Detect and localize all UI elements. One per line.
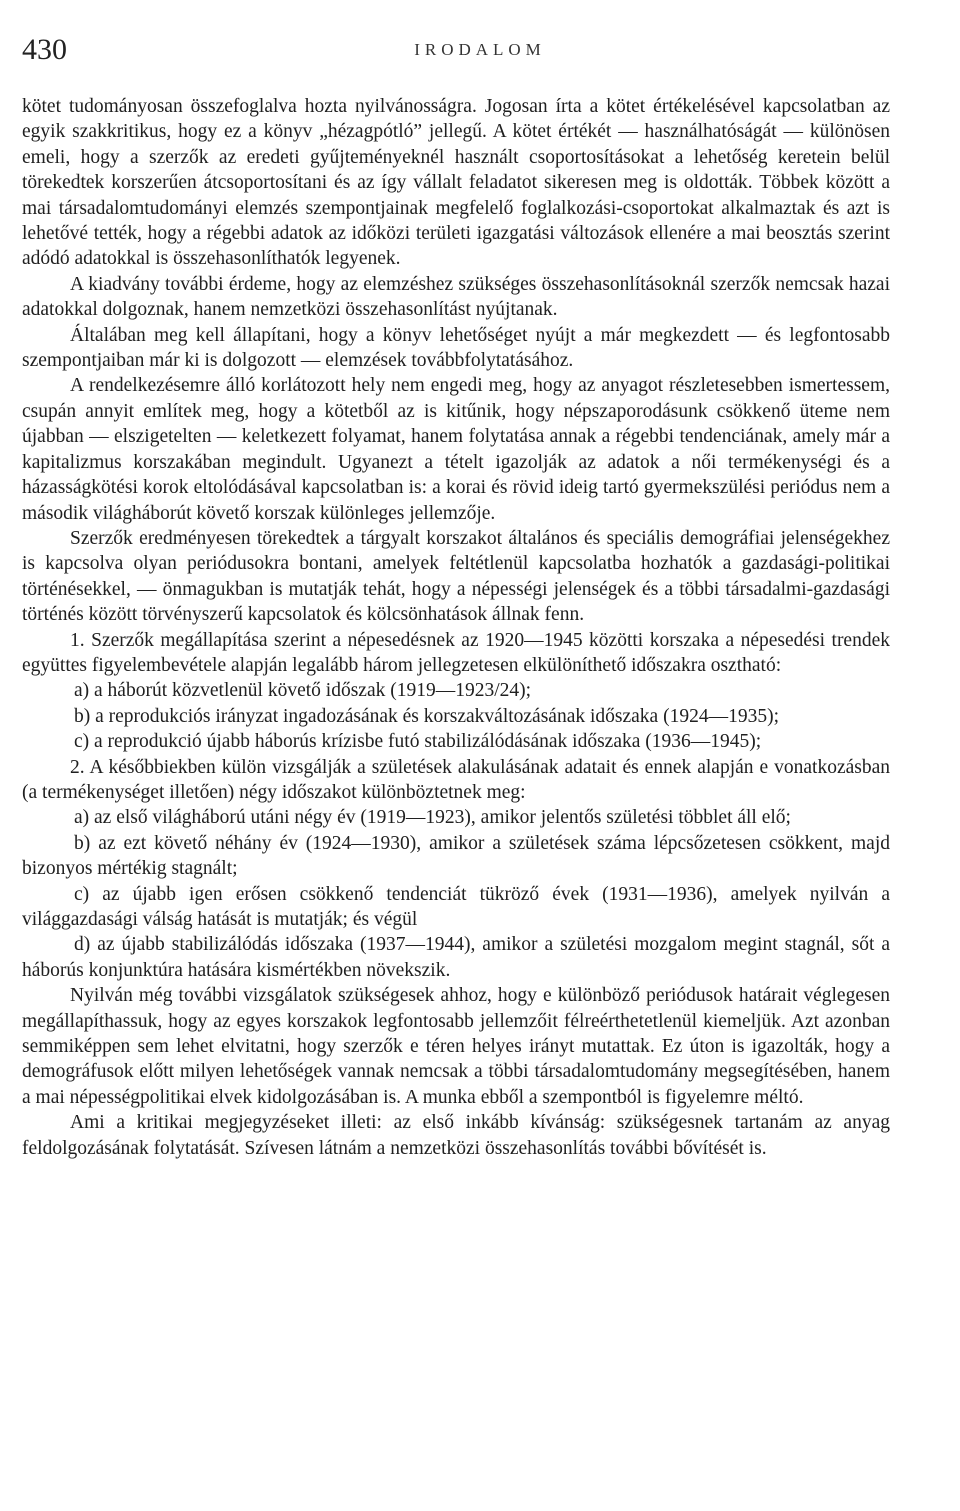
paragraph-5: Szerzők eredményesen törekedtek a tárgyalt korszakot általános és speciális demográfiai jelenségekhez is kapcsolva olyan periódusokra bontani, amelyek feltétlenül kapcsolatba hozhatók a gazdasági-politikai történésekkel, — önmagukban is mutatják tehát, hogy a népességi jelenségek és a többi társadalmi-gazdasági történés között törvényszerű kapcsolatok és kölcsönhatások állnak fenn. — [22, 527, 890, 626]
page-header — [22, 30, 938, 70]
page-number: 430 — [22, 33, 67, 66]
paragraph-6: Nyilván még további vizsgálatok szükségesek ahhoz, hogy e különböző periódusok határait véglegesen megállapíthassuk, hogy az egyes korszakok legfontosabb jellemzőit félreérthetetlenül kiemeljük. Azt azonban semmiképpen sem lehet elvitatni, hogy szerzők e téren helyes irányt mutattak. Ez úton is igazolták, hogy a demográfusok előtt milyen lehetőségek vannak nemcsak a többi társadalomtudomány megsegítésében, hanem a mai népességpolitikai elvek kidolgozásában is. A munka ebből a szempontból is figyelemre méltó. — [22, 985, 890, 1108]
list-item-1c: c) a reprodukció újabb háborús krízisbe futó stabilizálódásának időszaka (1936—1945); — [74, 731, 762, 753]
paragraph-4: A rendelkezésemre álló korlátozott hely nem engedi meg, hogy az anyagot részletesebben ismertessem, csupán annyit említek meg, hogy a kötetből az is kitűnik, hogy népszaporodásunk csökkenő üteme nem újabban — elszigetelten — keletkezett folyamat, hanem folytatása annak a régebbi tendenciának, amely már a kapitalizmus korszakában megindult. Ugyanezt a tételt igazolják az adatok a női termékenységi és a házasságkötési korok eltolódásával kapcsolatban is: a korai és rövid ideig tartó gyermekszülési periódus nem a második világháborút követő korszak különleges jellemzője. — [22, 375, 890, 524]
list-item-2c: c) az újabb igen erősen csökkenő tendenciát tükröző évek (1931—1936), amelyek nyilván a világgazdasági válság hatását is mutatják; és végül — [22, 883, 890, 930]
list-item-1a: a) a háborút közvetlenül követő időszak (1919—1923/24); — [74, 680, 532, 702]
paragraph-1: kötet tudományosan összefoglalva hozta nyilvánosságra. Jogosan írta a kötet értékelésével kapcsolatban az egyik szakkritikus, hogy ez a könyv „hézagpótló” jellegű. A kötet értékét — használhatóságát — különösen emeli, hogy a szerzők az eredeti gyűjteményeknél használt csoportosításokat a lehetőség keretein belül törekedtek korszerűen átcsoportosítani és az így vállalt feladatot sikeresen meg is oldották. Többek között a mai társadalomtudományi elemzés szempontjainak megfelelő foglalkozási-csoportokat alkalmaztak és azt is lehetővé tették, hogy a régebbi adatok az időközi területi igazgatási változások ellenére a mai beosztás szerint adódó adatokkal is összehasonlíthatók legyenek. — [22, 96, 890, 270]
paragraph-3: Általában meg kell állapítani, hogy a könyv lehetőséget nyújt a már megkezdett — és legfontosabb szempontjaiban már ki is dolgozott — elemzések továbbfolytatásához. — [22, 324, 890, 372]
numbered-point-2: 2. A későbbiekben külön vizsgálják a születések alakulásának adatait és ennek alapján e vonatkozásban (a termékenységet illetően) négy időszakot különböztetnek meg: — [22, 756, 890, 803]
paragraph-2: A kiadvány további érdeme, hogy az elemzéshez szükséges összehasonlításoknál szerzők nemcsak hazai adatokkal dolgoznak, hanem nemzetközi összehasonlítást nyújtanak. — [22, 273, 890, 321]
body-text — [22, 94, 890, 1161]
list-item-2a: a) az első világháború utáni négy év (1919—1923), amikor jelentős születési többlet áll elő; — [74, 807, 791, 829]
numbered-point-1: 1. Szerzők megállapítása szerint a népesedésnek az 1920—1945 közötti korszaka a népesedési trendek együttes figyelembevétele alapján legalább három jellegzetesen elkülöníthető időszakra osztható: — [22, 629, 890, 676]
list-item-2b: b) az ezt követő néhány év (1924—1930), amikor a születések száma lépcsőzetesen csökkent, majd bizonyos mértékig stagnált; — [22, 832, 890, 880]
running-head: IRODALOM — [414, 40, 546, 59]
list-item-2d: d) az újabb stabilizálódás időszaka (1937—1944), amikor a születési mozgalom megint stagnál, sőt a háborús konjunktúra hatására kismértékben növekszik. — [22, 934, 890, 981]
paragraph-7: Ami a kritikai megjegyzéseket illeti: az első inkább kívánság: szükségesnek tartanám az anyag feldolgozásának folytatását. Szívesen látnám a nemzetközi összehasonlítás további bővítését is. — [22, 1112, 890, 1159]
list-item-1b: b) a reprodukciós irányzat ingadozásának és korszakváltozásának időszaka (1924—1935); — [74, 705, 779, 727]
